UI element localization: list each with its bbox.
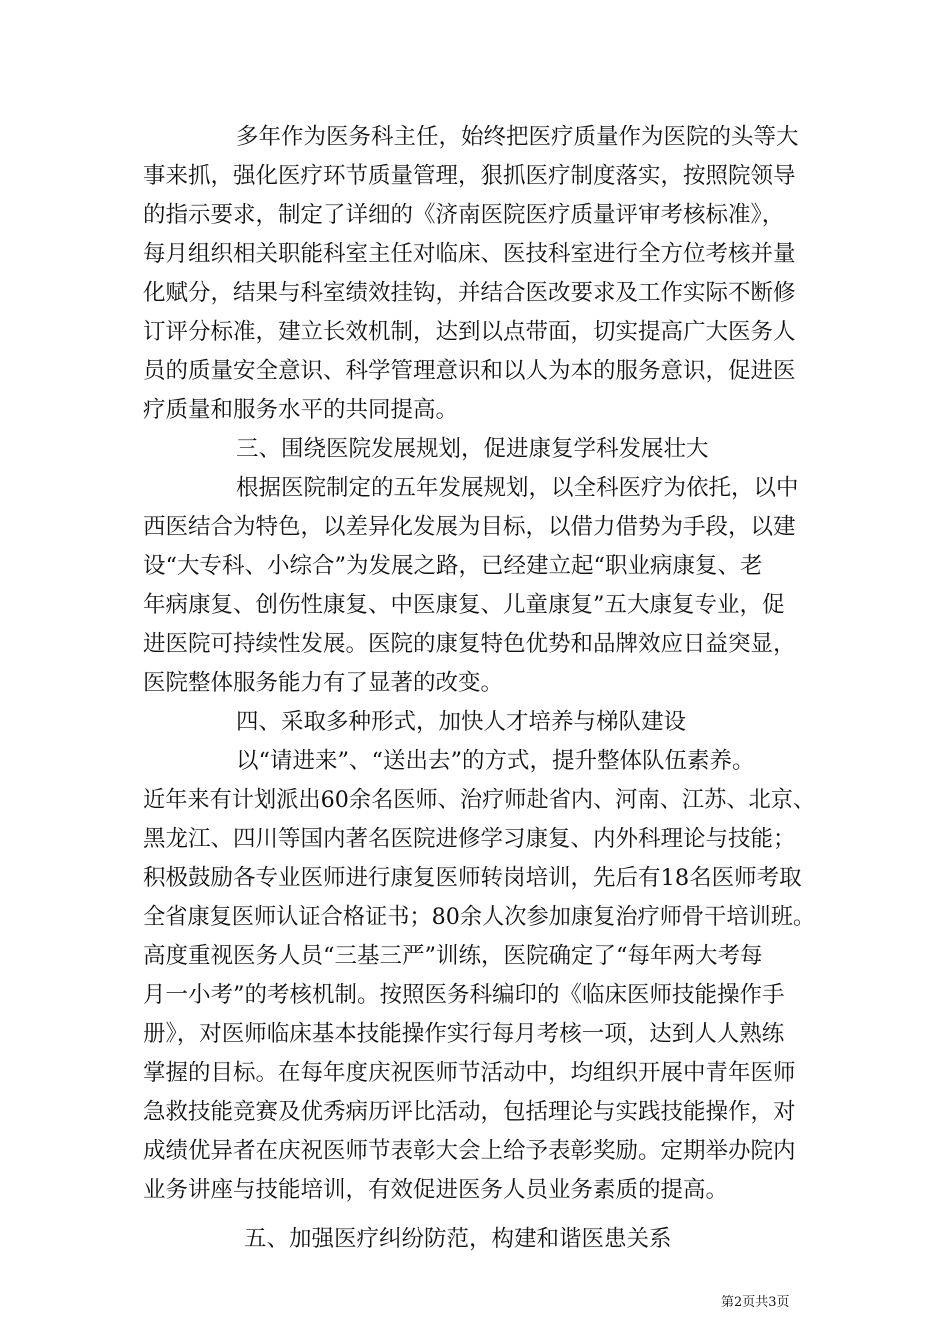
paragraph-line: 员的质量安全意识、科学管理意识和以人为本的服务意识，促进医 <box>143 358 796 384</box>
paragraph-line: 每月组织相关职能科室主任对临床、医技科室进行全方位考核并量 <box>143 241 796 267</box>
paragraph-line: 多年作为医务科主任，始终把医疗质量作为医院的头等大 <box>236 124 799 150</box>
paragraph-line: 订评分标准，建立长效机制，达到以点带面，切实提高广大医务人 <box>143 319 796 345</box>
paragraph-line: 以“请进来”、“送出去”的方式，提升整体队伍素养。 <box>236 748 755 774</box>
section-heading: 四、采取多种形式，加快人才培养与梯队建设 <box>236 709 687 735</box>
paragraph-line: 积极鼓励各专业医师进行康复医师转岗培训，先后有18名医师考取 <box>143 865 802 891</box>
paragraph-line: 进医院可持续性发展。医院的康复特色优势和品牌效应日益突显， <box>143 631 796 657</box>
section-heading: 三、围绕医院发展规划，促进康复学科发展壮大 <box>236 436 709 462</box>
paragraph-line: 设“大专科、小综合”为发展之路，已经建立起“职业病康复、老 <box>143 553 763 579</box>
paragraph-line: 疗质量和服务水平的共同提高。 <box>143 397 459 423</box>
paragraph-line: 高度重视医务人员“三基三严”训练，医院确定了“每年两大考每 <box>143 943 763 969</box>
paragraph-line: 急救技能竞赛及优秀病历评比活动，包括理论与实践技能操作，对 <box>143 1099 796 1125</box>
paragraph-line: 的指示要求，制定了详细的《济南医院医疗质量评审考核标准》， <box>143 202 785 228</box>
paragraph-line: 年病康复、创伤性康复、中医康复、儿童康复”五大康复专业，促 <box>143 592 785 618</box>
paragraph-line: 全省康复医师认证合格证书；80余人次参加康复治疗师骨干培训班。 <box>143 904 816 930</box>
paragraph-line: 成绩优异者在庆祝医师节表彰大会上给予表彰奖励。定期举办院内 <box>143 1138 796 1164</box>
paragraph-line: 掌握的目标。在每年度庆祝医师节活动中，均组织开展中青年医师 <box>143 1060 796 1086</box>
paragraph-line: 业务讲座与技能培训，有效促进医务人员业务素质的提高。 <box>143 1177 729 1203</box>
paragraph-line: 月一小考”的考核机制。按照医务科编印的《临床医师技能操作手 <box>143 982 785 1008</box>
paragraph-line: 事来抓，强化医疗环节质量管理，狠抓医疗制度落实，按照院领导 <box>143 163 796 189</box>
paragraph-line: 西医结合为特色，以差异化发展为目标，以借力借势为手段，以建 <box>143 514 796 540</box>
paragraph-line: 黑龙江、四川等国内著名医院进修学习康复、内外科理论与技能； <box>143 826 796 852</box>
paragraph-line: 根据医院制定的五年发展规划，以全科医疗为依托，以中 <box>236 475 799 501</box>
paragraph-line: 册》，对医师临床基本技能操作实行每月考核一项，达到人人熟练 <box>143 1021 785 1047</box>
page-number-footer: 第2页共3页 <box>721 1295 790 1310</box>
paragraph-line: 医院整体服务能力有了显著的改变。 <box>143 670 504 696</box>
paragraph-line: 近年来有计划派出60余名医师、治疗师赴省内、河南、江苏、北京、 <box>143 787 816 813</box>
section-heading: 五、加强医疗纠纷防范，构建和谐医患关系 <box>244 1226 672 1252</box>
paragraph-line: 化赋分，结果与科室绩效挂钩，并结合医改要求及工作实际不断修 <box>143 280 796 306</box>
